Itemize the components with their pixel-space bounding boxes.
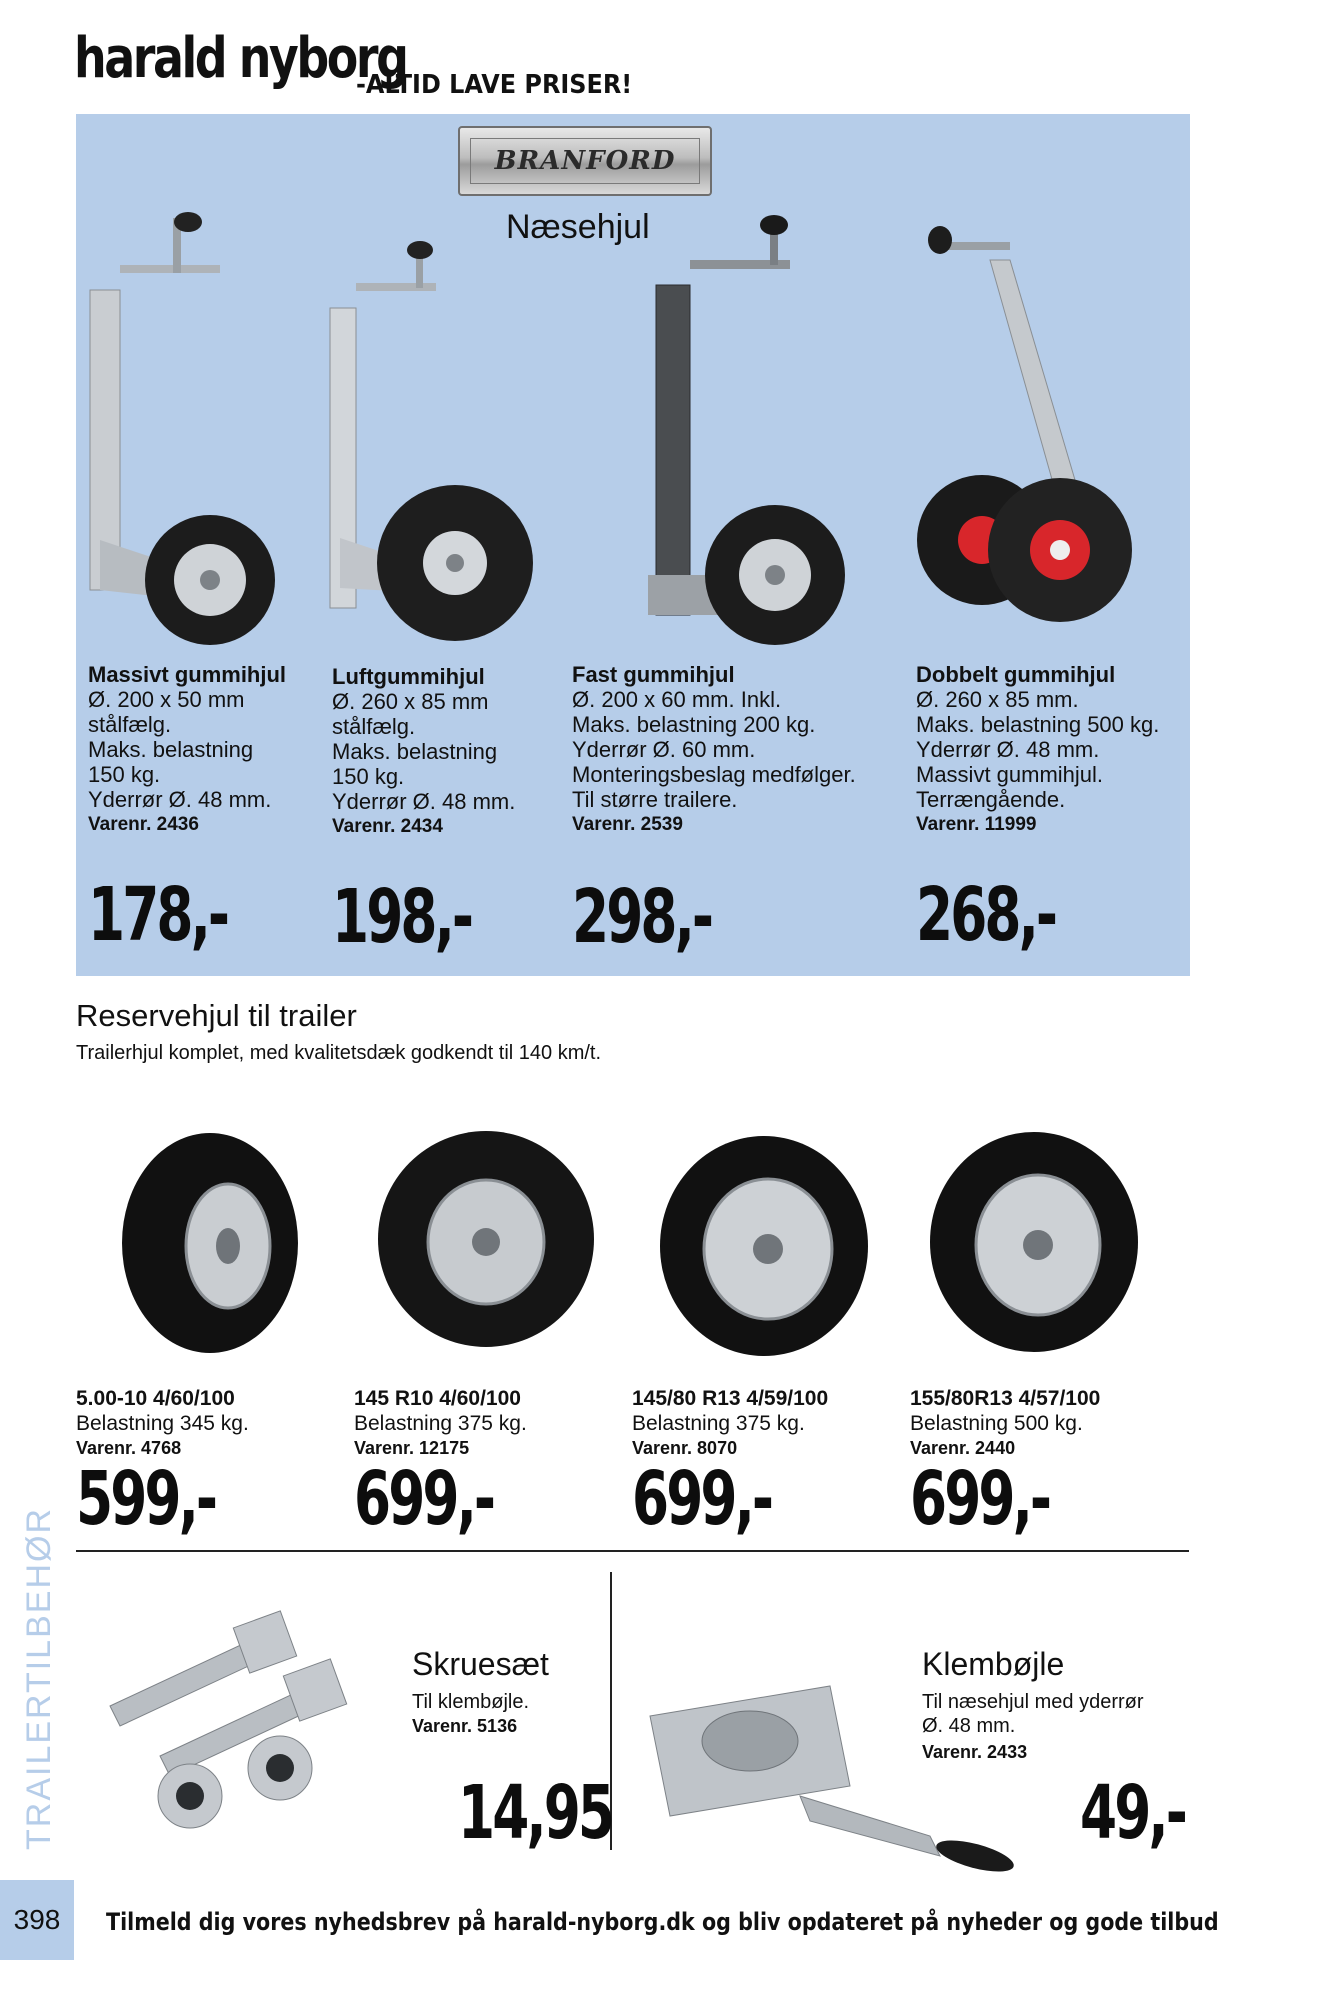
product-double-wheel xyxy=(916,662,1176,837)
product-line: Terrængående. xyxy=(916,787,1066,812)
wheel-title: 145/80 R13 4/59/100 xyxy=(632,1387,829,1410)
spare-wheel-image-1 xyxy=(120,1128,310,1358)
screw-set-image xyxy=(100,1596,360,1836)
wheel-load: Belastning 345 kg. xyxy=(76,1412,249,1435)
price-solid-wheel: 178,- xyxy=(88,872,228,958)
screw-set-title: Skruesæt xyxy=(412,1646,549,1682)
screw-set-price: 14,95 xyxy=(458,1770,613,1856)
price-fixed-wheel: 298,- xyxy=(572,874,712,960)
screw-set-sku: Varenr. 5136 xyxy=(412,1716,518,1736)
spare-wheel-image-4 xyxy=(928,1130,1140,1360)
spare-wheel-2 xyxy=(354,1386,614,1461)
product-title: Fast gummihjul xyxy=(572,662,735,687)
clamp-title: Klembøjle xyxy=(922,1646,1065,1682)
product-sku: Varenr. 2436 xyxy=(88,814,199,835)
wheel-sku: Varenr. 12175 xyxy=(354,1438,470,1458)
clamp-sku: Varenr. 2433 xyxy=(922,1742,1028,1762)
product-line: Maks. belastning xyxy=(332,739,498,764)
spare-wheel-3-price: 699,- xyxy=(632,1456,772,1542)
page-number-text: 398 xyxy=(13,1904,61,1935)
product-title: Massivt gummihjul xyxy=(88,662,287,687)
product-line: Maks. belastning 500 kg. xyxy=(916,712,1160,737)
product-sku: Varenr. 11999 xyxy=(916,814,1037,835)
product-title: Dobbelt gummihjul xyxy=(916,662,1116,687)
product-line: 150 kg. xyxy=(332,764,405,789)
clamp-price: 49,- xyxy=(1080,1770,1185,1856)
wheel-title: 155/80R13 4/57/100 xyxy=(910,1387,1101,1410)
product-line: Yderrør Ø. 60 mm. xyxy=(572,737,756,762)
page-number xyxy=(0,1880,74,1960)
jockey-wheel-fixed-image xyxy=(620,215,860,655)
spare-wheel-image-2 xyxy=(376,1124,596,1354)
clamp-desc: Til næsehjul med yderrør xyxy=(922,1691,1144,1713)
wheel-sku: Varenr. 8070 xyxy=(632,1438,738,1458)
product-sku: Varenr. 2539 xyxy=(572,814,683,835)
newsletter-footer: Tilmeld dig vores nyhedsbrev på harald-nyborg.dk og bliv opdateret på nyheder og gode tilbud xyxy=(106,1908,1219,1936)
price-pneumatic-wheel: 198,- xyxy=(332,874,472,960)
wheel-title: 145 R10 4/60/100 xyxy=(354,1387,521,1410)
brand-logo: harald nyborg xyxy=(74,26,407,91)
screw-set-desc: Til klembøjle. xyxy=(412,1691,530,1713)
product-line: Til større trailere. xyxy=(572,787,738,812)
branford-logo-text: BRANFORD xyxy=(494,146,676,176)
product-line: Yderrør Ø. 48 mm. xyxy=(88,787,272,812)
jockey-wheel-double-image xyxy=(910,220,1150,660)
product-sku: Varenr. 2434 xyxy=(332,816,443,837)
spare-wheel-image-3 xyxy=(658,1134,870,1364)
wheel-sku: Varenr. 2440 xyxy=(910,1438,1016,1458)
product-line: Maks. belastning 200 kg. xyxy=(572,712,816,737)
spare-wheel-4 xyxy=(910,1386,1180,1461)
product-pneumatic-wheel xyxy=(332,664,562,839)
product-solid-wheel xyxy=(88,662,318,837)
product-line: 150 kg. xyxy=(88,762,161,787)
wheel-load: Belastning 375 kg. xyxy=(632,1412,805,1435)
product-title: Luftgummihjul xyxy=(332,664,485,689)
product-line: Monteringsbeslag medfølger. xyxy=(572,762,856,787)
panel-heading: Næsehjul xyxy=(506,208,650,246)
spare-wheel-2-price: 699,- xyxy=(354,1456,494,1542)
side-category-label: TRAILERTILBEHØR xyxy=(20,1506,58,1850)
jockey-wheel-pneumatic-image xyxy=(320,238,540,658)
wheel-title: 5.00-10 4/60/100 xyxy=(76,1387,235,1410)
product-line: Maks. belastning xyxy=(88,737,254,762)
wheel-load: Belastning 500 kg. xyxy=(910,1412,1083,1435)
product-fixed-wheel xyxy=(572,662,872,837)
branford-logo xyxy=(458,126,712,196)
wheel-load: Belastning 375 kg. xyxy=(354,1412,527,1435)
product-line: Ø. 260 x 85 mm. xyxy=(916,687,1079,712)
spare-wheel-3 xyxy=(632,1386,902,1461)
product-line: stålfælg. xyxy=(332,714,416,739)
spare-wheel-1 xyxy=(76,1386,326,1461)
product-line: Ø. 260 x 85 mm xyxy=(332,689,489,714)
clamp-desc: Ø. 48 mm. xyxy=(922,1715,1016,1737)
product-line: Yderrør Ø. 48 mm. xyxy=(916,737,1100,762)
jockey-wheel-solid-image xyxy=(80,210,300,650)
wheel-sku: Varenr. 4768 xyxy=(76,1438,182,1458)
spare-wheels-subtitle: Trailerhjul komplet, med kvalitetsdæk godkendt til 140 km/t. xyxy=(76,1042,602,1064)
product-line: Yderrør Ø. 48 mm. xyxy=(332,789,516,814)
tagline: -ALTID LAVE PRISER! xyxy=(356,70,633,100)
price-double-wheel: 268,- xyxy=(916,872,1056,958)
spare-wheel-1-price: 599,- xyxy=(76,1456,216,1542)
spare-wheels-title: Reservehjul til trailer xyxy=(76,998,357,1033)
product-line: stålfælg. xyxy=(88,712,172,737)
product-line: Ø. 200 x 60 mm. Inkl. xyxy=(572,687,782,712)
spare-wheel-4-price: 699,- xyxy=(910,1456,1050,1542)
product-line: Massivt gummihjul. xyxy=(916,762,1104,787)
product-line: Ø. 200 x 50 mm xyxy=(88,687,245,712)
section-divider xyxy=(76,1550,1189,1552)
